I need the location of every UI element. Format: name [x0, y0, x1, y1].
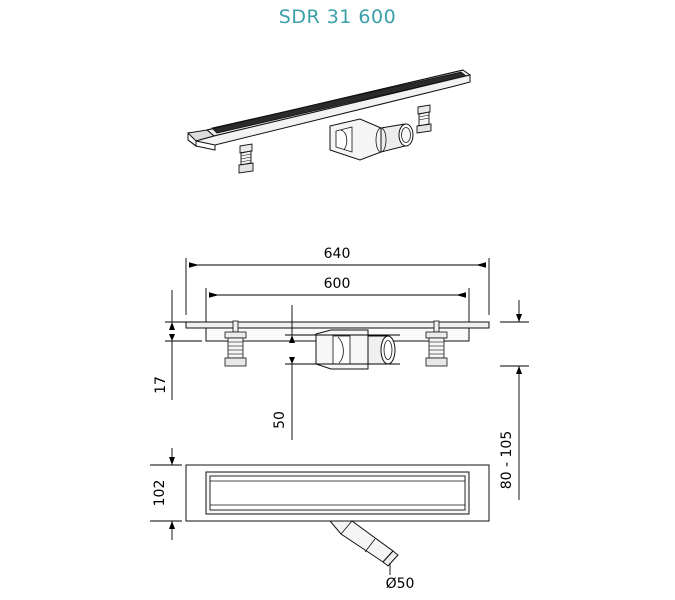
- top-plan-view: [186, 465, 489, 566]
- dimension-label-17: 17: [153, 376, 169, 394]
- dimension-label-80-105: 80 - 105: [499, 430, 515, 490]
- dimension-body-height: [153, 290, 202, 400]
- dimension-adjustable-height: [499, 300, 529, 500]
- dimension-label-640: 640: [323, 246, 351, 262]
- dimension-label-600: 600: [323, 276, 351, 292]
- dimension-label-diameter: Ø50: [385, 576, 415, 592]
- dimension-label-50: 50: [272, 411, 288, 429]
- dimension-label-102: 102: [152, 479, 168, 507]
- dimension-grate-length: [206, 276, 469, 322]
- adjustable-leg: [239, 144, 253, 173]
- dimension-body-width: [150, 448, 182, 540]
- dimension-annotations: [150, 246, 529, 592]
- dimension-outlet-diameter: [386, 563, 415, 592]
- front-elevation-view: [186, 321, 489, 369]
- page-title: SDR 31 600: [278, 6, 397, 28]
- adjustable-leg: [417, 105, 431, 133]
- isometric-view: [188, 70, 470, 173]
